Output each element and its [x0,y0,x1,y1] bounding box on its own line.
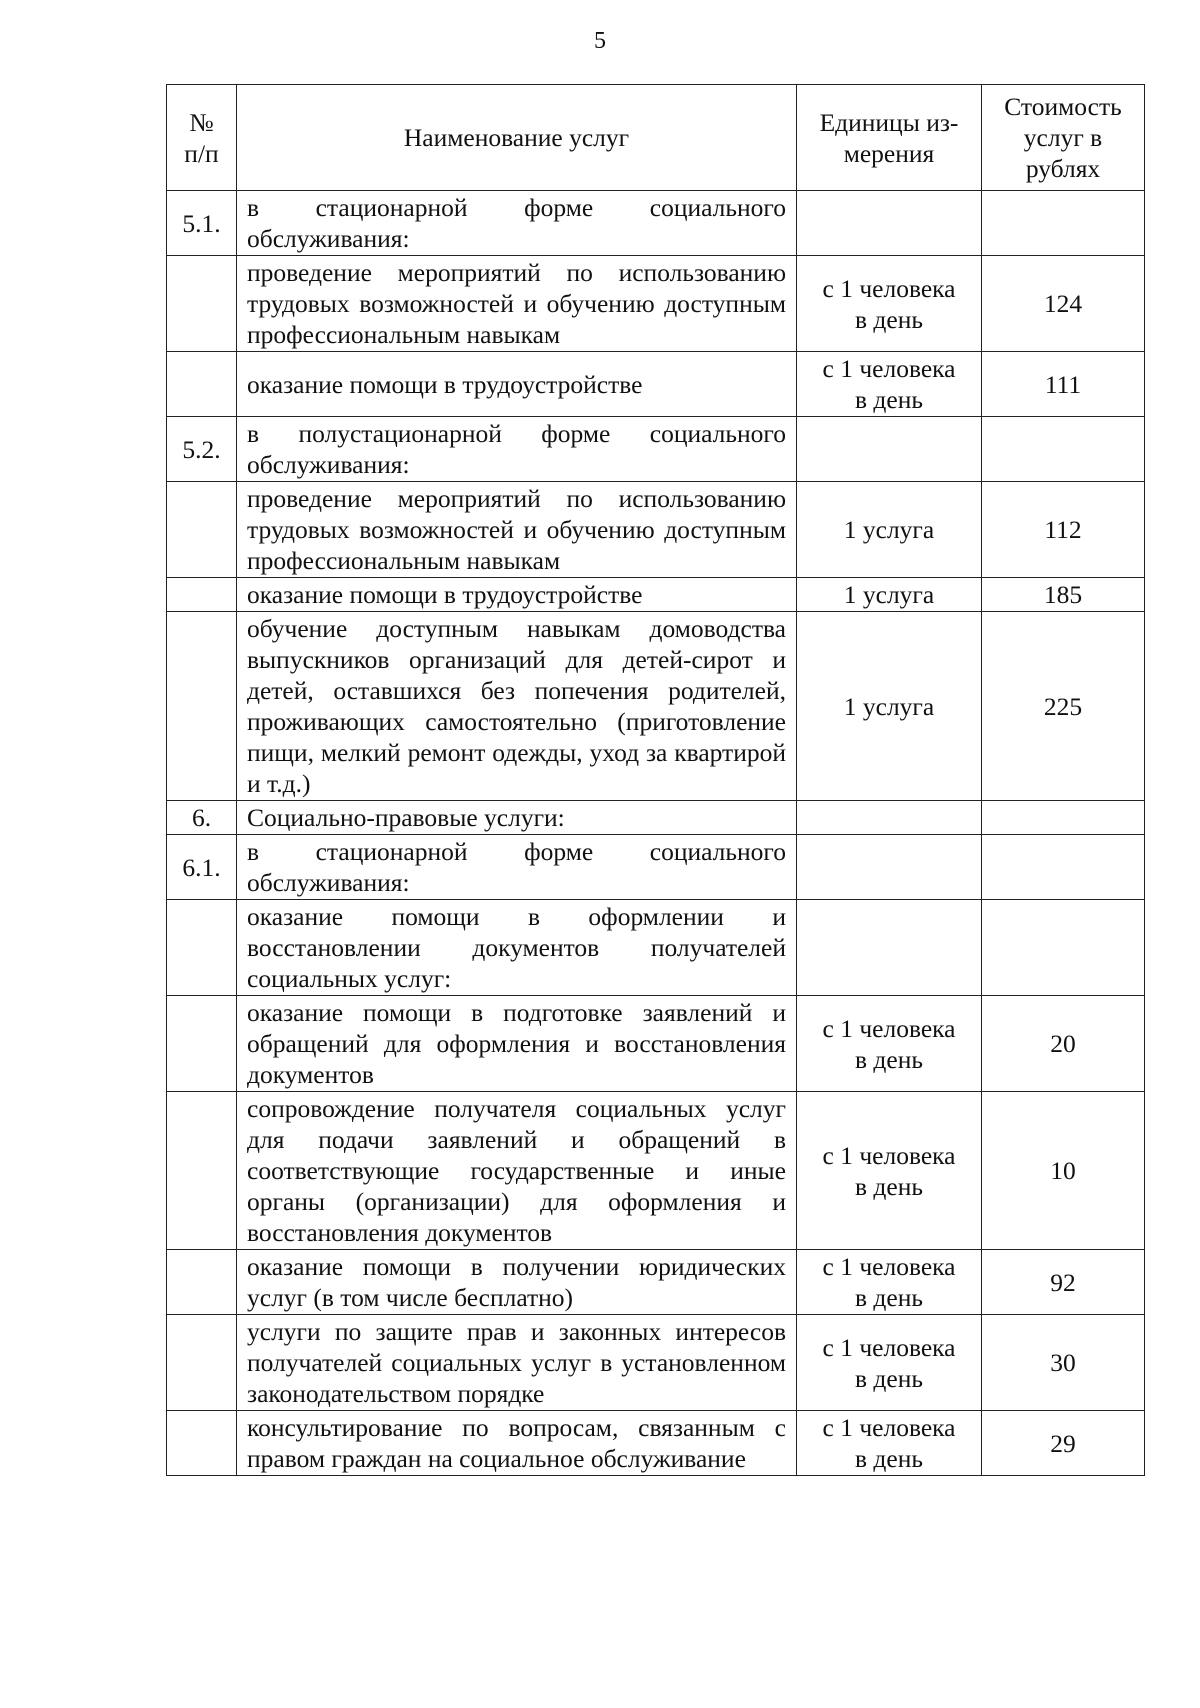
unit-cell: 1 услуга [797,578,982,612]
header-service-name: Наименование услуг [237,85,797,191]
row-number-cell [167,352,237,417]
service-name-cell: в полустационарной форме социального обслуживания: [237,417,797,482]
table-row [167,900,1145,996]
cost-cell: 111 [982,352,1145,417]
cost-cell: 10 [982,1092,1145,1250]
service-name-cell: оказание помощи в получении юридических услуг (в том числе бесплатно) [237,1250,797,1315]
row-number-cell [167,1092,237,1250]
service-name-cell: в стационарной форме социального обслуживания: [237,835,797,900]
page-number: 5 [594,28,606,54]
table-body [167,191,1145,1476]
service-name-cell: консультирование по вопросам, связанным с правом граждан на социальное обслуживание [237,1411,797,1476]
service-name-cell: сопровождение получателя социальных услуг для подачи заявлений и обращений в соответствующие государственные и иные органы (организации) для оформления и восстановления документов [237,1092,797,1250]
row-number-cell: 6.1. [167,835,237,900]
row-number-cell: 6. [167,801,237,835]
cost-cell: 92 [982,1250,1145,1315]
service-name-cell: проведение мероприятий по использованию трудовых возможностей и обучению доступным профессиональным навыкам [237,256,797,352]
cost-cell: 30 [982,1315,1145,1411]
row-number-cell [167,578,237,612]
table-row [167,256,1145,352]
cost-cell [982,417,1145,482]
unit-cell: с 1 человека в день [797,1315,982,1411]
cost-cell: 185 [982,578,1145,612]
service-name-cell: услуги по защите прав и законных интересов получателей социальных услуг в установленном законодательством порядке [237,1315,797,1411]
services-price-table [166,84,1145,1476]
cost-cell: 20 [982,996,1145,1092]
service-name-cell: обучение доступным навыкам домоводства выпускников организаций для детей-сирот и детей, оставшихся без попечения родителей, проживающих самостоятельно (приготовление пищи, мелкий ремонт одежды, уход за квартирой и т.д.) [237,612,797,801]
service-name-cell: проведение мероприятий по использованию трудовых возможностей и обучению доступным профессиональным навыкам [237,482,797,578]
unit-cell: 1 услуга [797,612,982,801]
row-number-cell [167,1411,237,1476]
service-name-cell: оказание помощи в трудоустройстве [237,352,797,417]
table-row [167,996,1145,1092]
unit-cell: с 1 человека в день [797,1092,982,1250]
row-number-cell: 5.1. [167,191,237,256]
row-number-cell [167,256,237,352]
table-row [167,1411,1145,1476]
cost-cell: 225 [982,612,1145,801]
unit-cell: с 1 человека в день [797,1250,982,1315]
table-row [167,1315,1145,1411]
table-row [167,612,1145,801]
cost-cell [982,191,1145,256]
cost-cell: 112 [982,482,1145,578]
unit-cell [797,191,982,256]
service-name-cell: Социально-правовые услуги: [237,801,797,835]
header-cost: Стоимость услуг в рублях [982,85,1145,191]
table-row [167,1250,1145,1315]
unit-cell [797,835,982,900]
table-row [167,352,1145,417]
cost-cell [982,900,1145,996]
unit-cell: с 1 человека в день [797,996,982,1092]
row-number-cell [167,482,237,578]
table-row [167,835,1145,900]
row-number-cell [167,612,237,801]
row-number-cell [167,1250,237,1315]
unit-cell [797,900,982,996]
row-number-cell [167,900,237,996]
unit-cell [797,801,982,835]
table-row [167,191,1145,256]
service-name-cell: в стационарной форме социального обслуживания: [237,191,797,256]
service-name-cell: оказание помощи в трудоустройстве [237,578,797,612]
unit-cell: с 1 человека в день [797,1411,982,1476]
row-number-cell [167,1315,237,1411]
service-name-cell: оказание помощи в оформлении и восстановлении документов получателей социальных услуг: [237,900,797,996]
cost-cell [982,801,1145,835]
unit-cell: с 1 человека в день [797,352,982,417]
service-name-cell: оказание помощи в подготовке заявлений и обращений для оформления и восстановления документов [237,996,797,1092]
cost-cell: 124 [982,256,1145,352]
row-number-cell: 5.2. [167,417,237,482]
header-number: № п/п [167,85,237,191]
table-row [167,578,1145,612]
table-row [167,482,1145,578]
table-row [167,801,1145,835]
cost-cell: 29 [982,1411,1145,1476]
table-row [167,417,1145,482]
cost-cell [982,835,1145,900]
table-header-row [167,85,1145,191]
unit-cell: 1 услуга [797,482,982,578]
unit-cell: с 1 человека в день [797,256,982,352]
header-unit: Единицы из- мерения [797,85,982,191]
table-row [167,1092,1145,1250]
row-number-cell [167,996,237,1092]
unit-cell [797,417,982,482]
